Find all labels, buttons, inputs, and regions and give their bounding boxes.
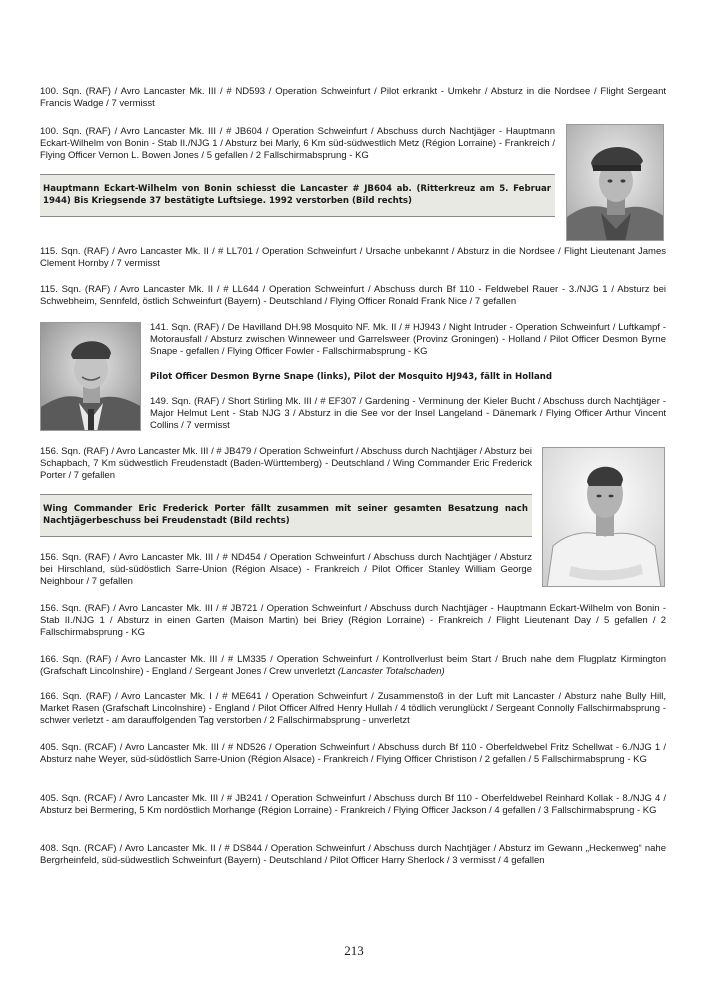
caption-snape: Pilot Officer Desmon Byrne Snape (links), Pilot der Mosquito HJ943, fällt in Holland — [150, 372, 553, 382]
entry-166-lm335 — [40, 654, 666, 678]
entry-115-ll701: 115. Sqn. (RAF) / Avro Lancaster Mk. II / # LL701 / Operation Schweinfurt / Ursache unbekannt / Absturz in die Nordsee / Flight Lieutenant James Clement Hornby / 7 vermisst — [40, 246, 666, 270]
entry-100-jb604: 100. Sqn. (RAF) / Avro Lancaster Mk. III / # JB604 / Operation Schweinfurt / Abschuss durch Nachtjäger - Hauptmann Eckart-Wilhelm von Bonin - Stab II./NJG 1 / Absturz bei Marly, 6 Km süd-südwestlich Metz (Région Lorraine) - Frankreich / Flying Officer Vernon L. Bowen Jones / 5 gefallen / 2 Fallschirmabsprung - KG — [40, 126, 555, 162]
page-number: 213 — [344, 943, 364, 958]
entry-166-me641: 166. Sqn. (RAF) / Avro Lancaster Mk. I / # ME641 / Operation Schweinfurt / Zusammenstoß in der Luft mit Lancaster / Absturz nahe Bully Hill, Market Rasen (Grafschaft Lincolnshire) - England / Pilot Officer Alfred Henry Hullah / 4 tödlich verunglückt / Sergeant Connolly Fallschirmabsprung - schwer verletzt - am darauffolgenden Tag verstorben / 2 Fallschirmabsprung - unverletzt — [40, 691, 666, 727]
entry-149-ef307: 149. Sqn. (RAF) / Short Stirling Mk. III / # EF307 / Gardening - Verminung der Kieler Bucht / Abschuss durch Nachtjäger - Major Helmut Lent - Stab NJG 3 / Absturz in die See vor der Insel Langeland - Dänemark / Flying Officer Arthur Vincent Collins / 7 vermisst — [150, 396, 666, 432]
photo-porter — [542, 447, 665, 587]
caption-porter: Wing Commander Eric Frederick Porter fällt zusammen mit seiner gesamten Besatzung nach Nachtjägerbeschuss bei Freudenstadt (Bild rechts) — [40, 494, 532, 537]
photo-bonin — [566, 124, 664, 241]
entry-156-jb479: 156. Sqn. (RAF) / Avro Lancaster Mk. III / # JB479 / Operation Schweinfurt / Abschuss durch Nachtjäger / Absturz bei Schapbach, 7 Km südwestlich Freudenstadt (Baden-Württemberg) - Deutschland / Wing Commander Eric Frederick Porter / 7 gefallen — [40, 446, 532, 482]
entry-408-ds844: 408. Sqn. (RCAF) / Avro Lancaster Mk. II / # DS844 / Operation Schweinfurt / Abschuss durch Nachtjäger / Absturz im Gewann „Heckenweg“ nahe Bergrheinfeld, süd-südwestlich Schweinfurt (Bayern) - Deutschland / Pilot Officer Harry Sherlock / 3 vermisst / 4 gefallen — [40, 843, 666, 867]
entry-405-jb241: 405. Sqn. (RCAF) / Avro Lancaster Mk. III / # JB241 / Operation Schweinfurt / Abschuss durch Bf 110 - Oberfeldwebel Reinhard Kollak - 8./NJG 4 / Absturz bei Bermering, 5 Km nordöstlich Morhange (Région Lorraine) - Frankreich / Flying Officer Jackson / 4 gefallen / 3 Fallschirmabsprung - KG — [40, 793, 666, 817]
entry-166-lm335-text: 166. Sqn. (RAF) / Avro Lancaster Mk. III / # LM335 / Operation Schweinfurt / Kontrollverlust beim Start / Bruch nahe dem Flugplatz Kirmington (Grafschaft Lincolnshire) - England / Sergeant Jones / Crew unverletzt — [40, 654, 666, 678]
photo-snape — [40, 322, 141, 431]
entry-156-nd454: 156. Sqn. (RAF) / Avro Lancaster Mk. III / # ND454 / Operation Schweinfurt / Abschuss durch Nachtjäger / Absturz bei Hirschland, süd-südöstlich Sarre-Union (Région Alsace) - Frankreich / Pilot Officer Stanley William George Neighbour / 7 gefallen — [40, 552, 532, 588]
caption-bonin: Hauptmann Eckart-Wilhelm von Bonin schiesst die Lancaster # JB604 ab. (Ritterkreuz am 5. Februar 1944) Bis Kriegsende 37 bestätigte Luftsiege. 1992 verstorben (Bild rechts) — [40, 174, 555, 217]
entry-141-hj943: 141. Sqn. (RAF) / De Havilland DH.98 Mosquito NF. Mk. II / # HJ943 / Night Intruder - Operation Schweinfurt / Luftkampf - Motorausfall / Absturz zwischen Winneweer und Garrelsweer (Provinz Groningen) - Holland / Pilot Officer Desmon Byrne Snape - gefallen / Flying Officer Fowler - Fallschirmabsprung - KG — [150, 322, 666, 358]
entry-405-nd526: 405. Sqn. (RCAF) / Avro Lancaster Mk. III / # ND526 / Operation Schweinfurt / Abschuss durch Bf 110 - Oberfeldwebel Fritz Schellwat - 6./NJG 1 / Absturz nahe Weyer, süd-südöstlich Sarre-Union (Région Alsace) - Frankreich / Flying Officer Christison / 2 gefallen / 5 Fallschirmabsprung - KG — [40, 742, 666, 766]
entry-100-nd593: 100. Sqn. (RAF) / Avro Lancaster Mk. III / # ND593 / Operation Schweinfurt / Pilot erkrankt - Umkehr / Absturz in die Nordsee / Flight Sergeant Francis Wadge / 7 vermisst — [40, 86, 666, 110]
entry-166-lm335-note: (Lancaster Totalschaden) — [337, 666, 445, 678]
entry-156-jb721: 156. Sqn. (RAF) / Avro Lancaster Mk. III / # JB721 / Operation Schweinfurt / Abschuss durch Nachtjäger - Hauptmann Eckart-Wilhelm von Bonin - Stab II./NJG 1 / Absturz in einen Garten (Maison Martin) bei Briey (Région Lorraine) - Frankreich / Flight Lieutenant Day / 5 gefallen / 2 Fallschirmabsprung - KG — [40, 603, 666, 639]
entry-115-ll644: 115. Sqn. (RAF) / Avro Lancaster Mk. II / # LL644 / Operation Schweinfurt / Abschuss durch Bf 110 - Feldwebel Rauer - 3./NJG 1 / Absturz bei Schwebheim, Sennfeld, östlich Schweinfurt (Bayern) - Deutschland / Flying Officer Ronald Frank Nice / 7 gefallen — [40, 284, 666, 308]
